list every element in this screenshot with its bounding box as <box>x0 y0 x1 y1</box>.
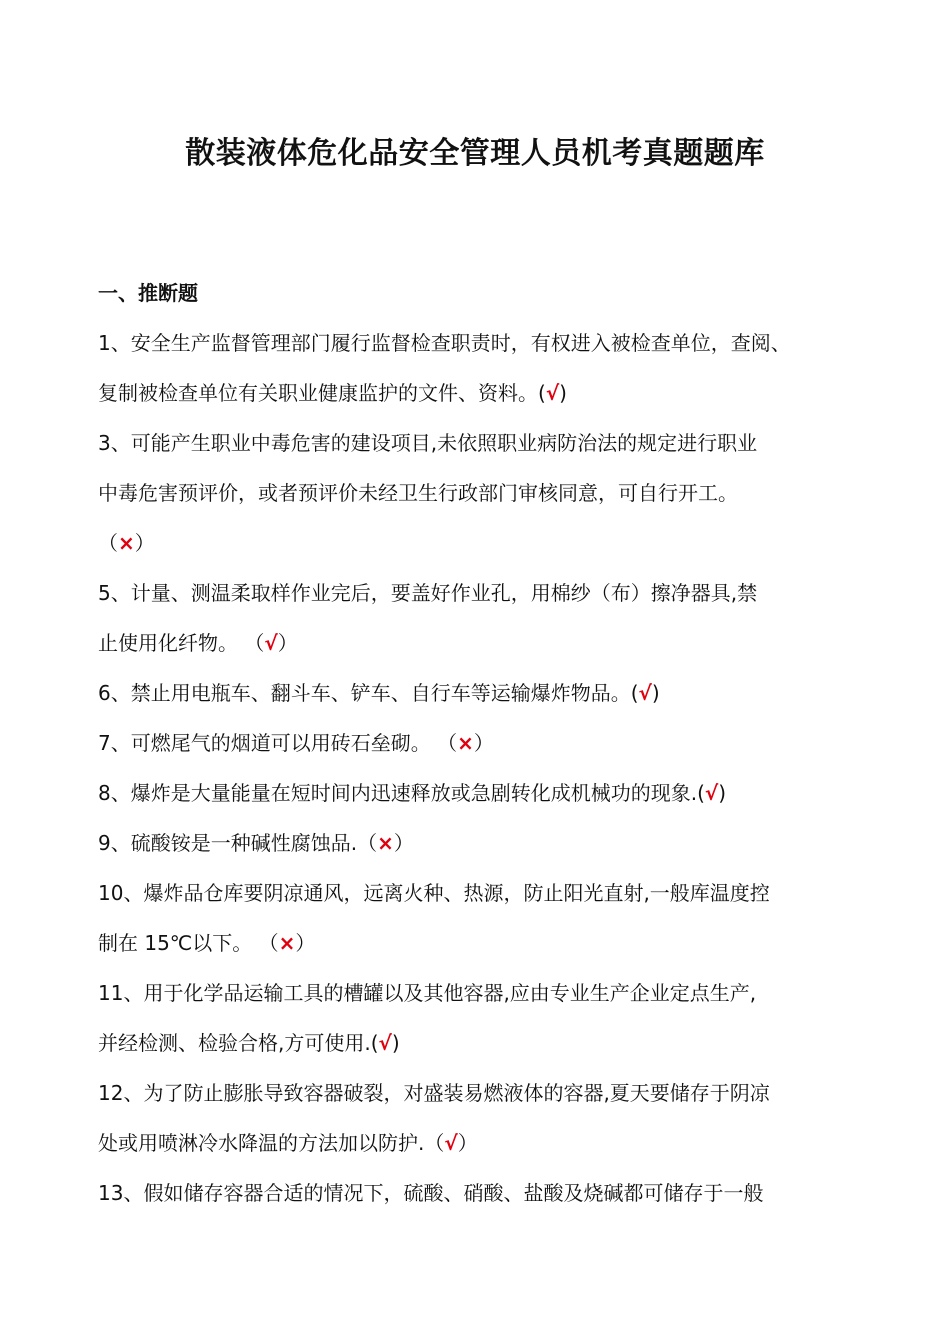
question-line <box>98 1068 868 1118</box>
line-text: 5、计量、测温柔取样作业完后，要盖好作业孔，用棉纱（布）擦净器具,禁 <box>98 581 758 605</box>
answer-mark: √ <box>704 781 719 805</box>
line-text: 处或用喷淋冷水降温的方法加以防护.（ <box>98 1131 445 1155</box>
answer-mark: × <box>278 931 296 955</box>
question-line <box>98 368 868 418</box>
line-text: 12、为了防止膨胀导致容器破裂，对盛装易燃液体的容器,夏天要储存于阴凉 <box>98 1081 770 1105</box>
line-text: 6、禁止用电瓶车、翻斗车、铲车、自行车等运输爆炸物品。( <box>98 681 639 705</box>
line-text: 8、爆炸是大量能量在短时间内迅速释放或急剧转化成机械功的现象.( <box>98 781 705 805</box>
line-tail: ) <box>651 681 660 705</box>
question-line <box>98 818 868 868</box>
section-heading: 一、推断题 <box>98 281 198 305</box>
line-text: （ <box>98 531 118 555</box>
line-text: 13、假如储存容器合适的情况下，硫酸、硝酸、盐酸及烧碱都可储存于一般 <box>98 1181 764 1205</box>
line-tail: ） <box>134 531 155 555</box>
line-text: 止使用化纤物。 （ <box>98 631 265 655</box>
question-line <box>98 1118 868 1168</box>
line-text: 制在 15℃以下。 （ <box>98 931 279 955</box>
line-text: 7、可燃尾气的烟道可以用砖石垒砌。 （ <box>98 731 458 755</box>
question-list <box>98 318 868 1218</box>
line-tail: ) <box>559 381 567 405</box>
line-tail: ) <box>391 1031 400 1055</box>
answer-mark: √ <box>545 381 560 405</box>
question-line <box>98 618 868 668</box>
question-line <box>98 968 868 1018</box>
line-text: 10、爆炸品仓库要阴凉通风，远离火种、热源，防止阳光直射,一般库温度控 <box>98 881 770 905</box>
question-line <box>98 868 868 918</box>
line-tail: ） <box>473 731 494 755</box>
question-line <box>98 1018 868 1068</box>
line-tail: ） <box>295 931 316 955</box>
line-tail: ) <box>718 781 727 805</box>
answer-mark: × <box>457 731 474 755</box>
question-line <box>98 468 868 518</box>
question-line <box>98 1168 868 1218</box>
answer-mark: √ <box>264 631 278 655</box>
line-text: 并经检测、检验合格,方可使用.( <box>98 1031 379 1055</box>
question-line <box>98 568 868 618</box>
document-title: 散装液体危化品安全管理人员机考真题题库 <box>185 136 765 171</box>
line-text: 11、用于化学品运输工具的槽罐以及其他容器,应由专业生产企业定点生产, <box>98 981 757 1005</box>
answer-mark: √ <box>638 681 652 705</box>
question-line <box>98 418 868 468</box>
answer-mark: √ <box>444 1131 458 1155</box>
question-line <box>98 318 868 368</box>
line-tail: ） <box>393 831 414 855</box>
answer-mark: √ <box>378 1031 392 1055</box>
answer-mark: × <box>118 531 135 555</box>
question-line <box>98 918 868 968</box>
answer-mark: × <box>377 831 394 855</box>
line-tail: ） <box>277 631 298 655</box>
question-line <box>98 668 868 718</box>
line-text: 复制被检查单位有关职业健康监护的文件、资料。( <box>98 381 546 405</box>
line-text: 3、可能产生职业中毒危害的建设项目,未依照职业病防治法的规定进行职业 <box>98 431 758 455</box>
question-line <box>98 718 868 768</box>
line-text: 中毒危害预评价，或者预评价未经卫生行政部门审核同意，可自行开工。 <box>98 481 738 505</box>
line-text: 1、安全生产监督管理部门履行监督检查职责时，有权进入被检查单位，查阅、 <box>98 331 791 355</box>
line-text: 9、硫酸铵是一种碱性腐蚀品.（ <box>98 831 378 855</box>
line-tail: ） <box>457 1131 478 1155</box>
question-line <box>98 768 868 818</box>
question-line <box>98 518 868 568</box>
